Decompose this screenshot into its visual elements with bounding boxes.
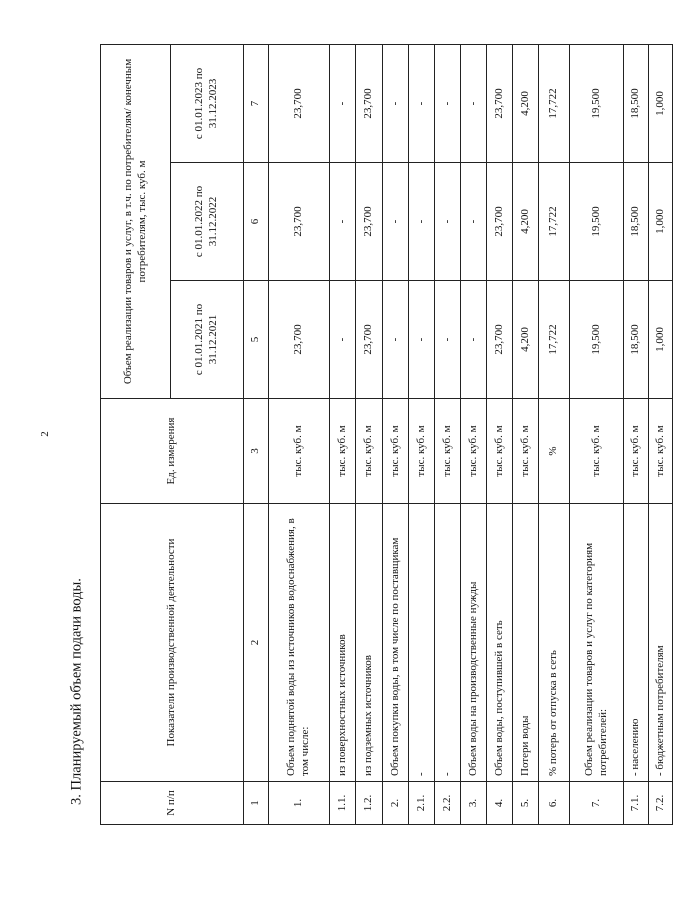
value-2021: 17,722 (539, 281, 570, 399)
value-2021: 23,700 (269, 281, 330, 399)
row-unit: тыс. куб. м (383, 399, 409, 504)
table-row (487, 45, 513, 825)
row-number: 1.1. (330, 782, 356, 825)
table-row (461, 45, 487, 825)
row-number: 7.1. (624, 782, 649, 825)
header-volume-group: Объем реализации товаров и услуг, в т.ч. по потребителям/ конечным потребителям, тыс. куб. м (101, 45, 171, 399)
header-period-2022: с 01.01.2022 по 31.12.2022 (171, 163, 244, 281)
table-row (624, 45, 649, 825)
value-2022: 17,722 (539, 163, 570, 281)
value-2021: - (409, 281, 435, 399)
row-unit: тыс. куб. м (487, 399, 513, 504)
value-2023: 23,700 (269, 45, 330, 163)
value-2022: 23,700 (269, 163, 330, 281)
table-row (539, 45, 570, 825)
table-row (649, 45, 673, 825)
row-unit: тыс. куб. м (356, 399, 383, 504)
row-indicator: - (435, 504, 461, 782)
row-unit: % (539, 399, 570, 504)
value-2021: - (461, 281, 487, 399)
row-number: 5. (513, 782, 539, 825)
value-2023: 18,500 (624, 45, 649, 163)
row-unit: тыс. куб. м (624, 399, 649, 504)
header-unit: Ед. измерения (101, 399, 244, 504)
value-2023: 23,700 (356, 45, 383, 163)
header-num: N п/п (101, 782, 244, 825)
row-indicator: Объем покупки воды, в том числе по поставщикам (383, 504, 409, 782)
value-2021: 23,700 (487, 281, 513, 399)
row-number: 1.2. (356, 782, 383, 825)
table-row (513, 45, 539, 825)
row-unit: тыс. куб. м (649, 399, 673, 504)
row-indicator: - населению (624, 504, 649, 782)
row-indicator: Объем воды, поступившей в сеть (487, 504, 513, 782)
row-indicator: - бюджетным потребителям (649, 504, 673, 782)
col-number: 3 (244, 399, 269, 504)
row-indicator: - (409, 504, 435, 782)
value-2021: 23,700 (356, 281, 383, 399)
value-2022: - (330, 163, 356, 281)
row-number: 2.1. (409, 782, 435, 825)
row-unit: тыс. куб. м (330, 399, 356, 504)
row-indicator: % потерь от отпуска в сеть (539, 504, 570, 782)
table-row (383, 45, 409, 825)
planned-water-supply-table (100, 44, 673, 825)
value-2022: 23,700 (356, 163, 383, 281)
rotated-table-container (100, 45, 666, 825)
value-2021: 19,500 (570, 281, 624, 399)
value-2022: 19,500 (570, 163, 624, 281)
value-2023: 1,000 (649, 45, 673, 163)
value-2021: 4,200 (513, 281, 539, 399)
table-row (269, 45, 330, 825)
header-period-2021: с 01.01.2021 по 31.12.2021 (171, 281, 244, 399)
value-2022: 18,500 (624, 163, 649, 281)
row-number: 2. (383, 782, 409, 825)
row-number: 6. (539, 782, 570, 825)
value-2023: - (409, 45, 435, 163)
row-unit: тыс. куб. м (461, 399, 487, 504)
header-indicator: Показатели производственной деятельности (101, 504, 244, 782)
value-2022: - (383, 163, 409, 281)
value-2023: 19,500 (570, 45, 624, 163)
value-2021: - (435, 281, 461, 399)
value-2022: 23,700 (487, 163, 513, 281)
value-2022: - (461, 163, 487, 281)
col-number: 2 (244, 504, 269, 782)
row-indicator: Объем реализации товаров и услуг по категориям потребителей: (570, 504, 624, 782)
column-numbers-row (244, 45, 269, 825)
value-2021: 18,500 (624, 281, 649, 399)
row-number: 7. (570, 782, 624, 825)
row-unit: тыс. куб. м (435, 399, 461, 504)
value-2022: - (435, 163, 461, 281)
row-number: 4. (487, 782, 513, 825)
value-2023: - (461, 45, 487, 163)
table-row (330, 45, 356, 825)
value-2021: - (330, 281, 356, 399)
table-row (570, 45, 624, 825)
value-2023: 23,700 (487, 45, 513, 163)
value-2021: 1,000 (649, 281, 673, 399)
row-indicator: из подземных источников (356, 504, 383, 782)
row-unit: тыс. куб. м (409, 399, 435, 504)
row-indicator: из поверхностных источников (330, 504, 356, 782)
row-number: 2.2. (435, 782, 461, 825)
row-number: 3. (461, 782, 487, 825)
value-2023: - (383, 45, 409, 163)
col-number: 5 (244, 281, 269, 399)
row-unit: тыс. куб. м (269, 399, 330, 504)
table-row (356, 45, 383, 825)
header-period-2023: с 01.01.2023 по 31.12.2023 (171, 45, 244, 163)
value-2023: - (330, 45, 356, 163)
table-row (435, 45, 461, 825)
row-indicator: Потери воды (513, 504, 539, 782)
table-row (409, 45, 435, 825)
row-unit: тыс. куб. м (513, 399, 539, 504)
col-number: 7 (244, 45, 269, 163)
section-title: 3. Планируемый объем подачи воды. (68, 578, 85, 805)
value-2023: - (435, 45, 461, 163)
value-2023: 4,200 (513, 45, 539, 163)
page-number: 2 (38, 431, 51, 437)
value-2022: - (409, 163, 435, 281)
row-indicator: Объем поднятой воды из источников водоснабжения, в том числе: (269, 504, 330, 782)
row-number: 1. (269, 782, 330, 825)
row-indicator: Объем воды на производственные нужды (461, 504, 487, 782)
row-unit: тыс. куб. м (570, 399, 624, 504)
value-2021: - (383, 281, 409, 399)
value-2022: 4,200 (513, 163, 539, 281)
value-2023: 17,722 (539, 45, 570, 163)
value-2022: 1,000 (649, 163, 673, 281)
col-number: 1 (244, 782, 269, 825)
col-number: 6 (244, 163, 269, 281)
row-number: 7.2. (649, 782, 673, 825)
